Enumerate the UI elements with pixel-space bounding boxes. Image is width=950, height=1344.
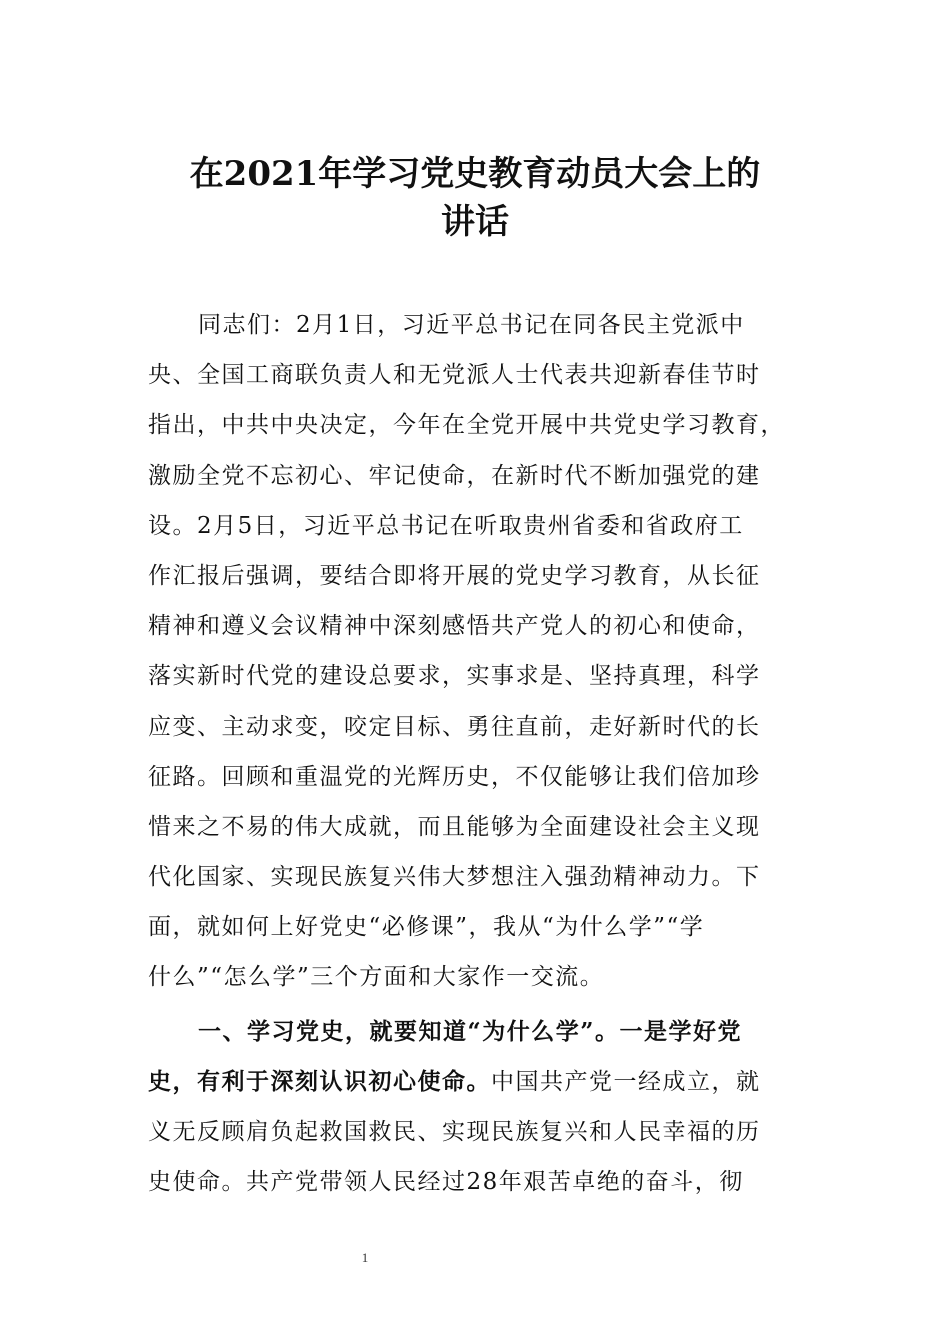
title-line-2: 讲话	[441, 202, 509, 242]
section-subheading: 史，有利于深刻认识初心使命。	[148, 1067, 491, 1095]
paragraph-line: 同志们：2月1日，习近平总书记在同各民主党派中	[198, 312, 745, 338]
paragraph-line: 激励全党不忘初心、牢记使命，在新时代不断加强党的建	[148, 462, 761, 489]
paragraph-line: 落实新时代党的建设总要求，实事求是、坚持真理，科学	[148, 663, 761, 690]
paragraph-line: 面，就如何上好党史“必修课”，我从“为什么学”“学	[148, 914, 705, 941]
paragraph-line: 作汇报后强调，要结合即将开展的党史学习教育，从长征	[148, 562, 761, 589]
paragraph-line: 征路。回顾和重温党的光辉历史，不仅能够让我们倍加珍	[148, 763, 761, 790]
paragraph-line: 惜来之不易的伟大成就，而且能够为全面建设社会主义现	[148, 813, 761, 840]
paragraph-line: 精神和遵义会议精神中深刻感悟共产党人的初心和使命，	[148, 613, 761, 640]
paragraph-line: 代化国家、实现民族复兴伟大梦想注入强劲精神动力。下	[148, 864, 761, 891]
paragraph-line: 史使命。共产党带领人民经过28年艰苦卓绝的奋斗，彻	[148, 1169, 744, 1196]
paragraph-line: 设。2月5日，习近平总书记在听取贵州省委和省政府工	[148, 512, 744, 539]
paragraph-line: 义无反顾肩负起救国救民、实现民族复兴和人民幸福的历	[148, 1119, 761, 1145]
paragraph-line: 指出，中共中央决定，今年在全党开展中共党史学习教育，	[148, 412, 785, 439]
document-body	[148, 300, 804, 1207]
paragraph-line: 央、全国工商联负责人和无党派人士代表共迎新春佳节时	[148, 362, 761, 389]
document-title	[150, 150, 800, 246]
page-number: 1	[361, 1250, 369, 1265]
paragraph-line: 什么”“怎么学”三个方面和大家作一交流。	[148, 964, 605, 991]
title-line-1: 在2021年学习党史教育动员大会上的	[189, 154, 761, 194]
section-heading: 一、学习党史，就要知道“为什么学”。一是学好党	[198, 1017, 742, 1045]
paragraph-line: 应变、主动求变，咬定目标、勇往直前，走好新时代的长	[148, 713, 761, 740]
section-mixed-line	[148, 1057, 804, 1107]
section-text: 中国共产党一经成立，就	[491, 1068, 761, 1095]
